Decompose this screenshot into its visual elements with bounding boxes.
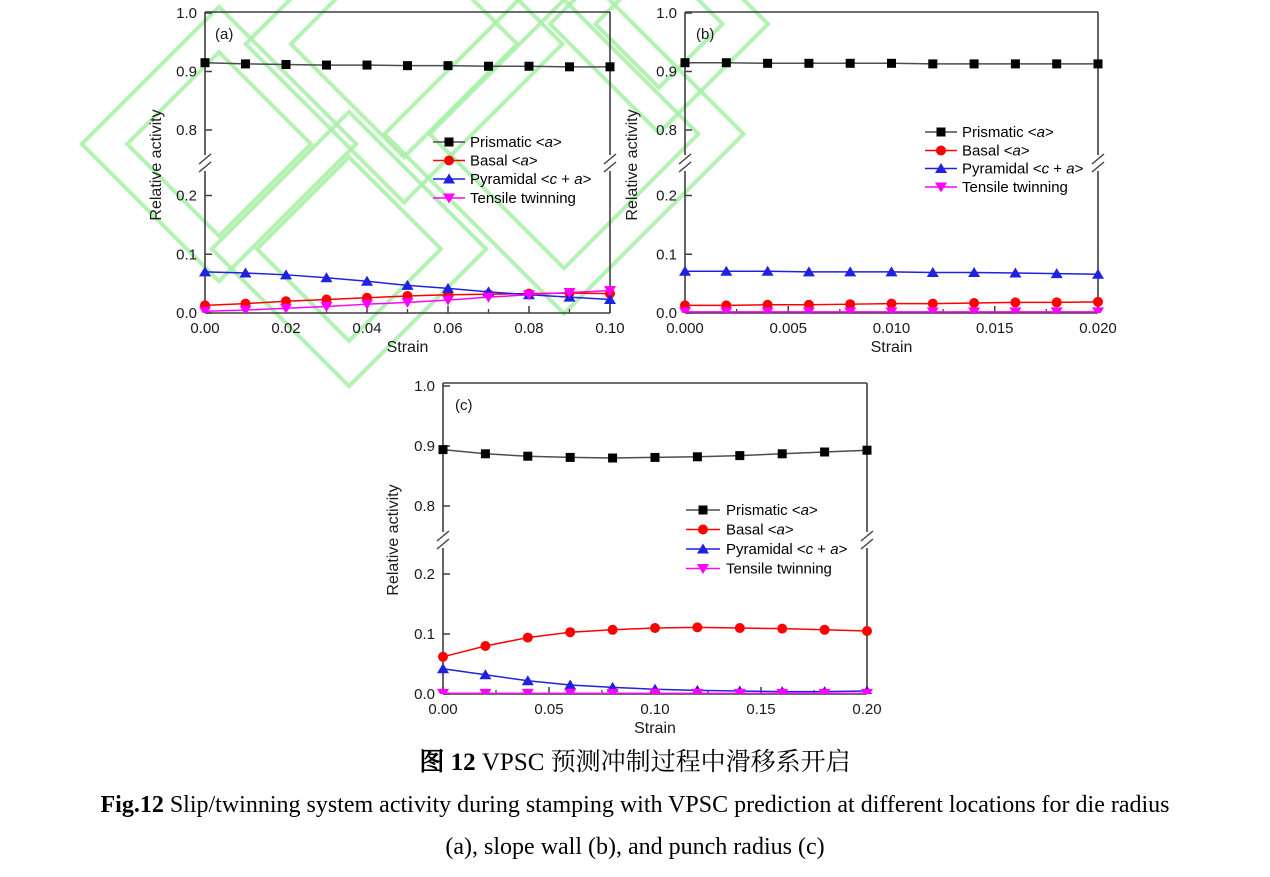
svg-text:Pyramidal <c + a>: Pyramidal <c + a>	[726, 541, 848, 559]
series-prismatic	[439, 445, 872, 462]
series-prismatic	[681, 58, 1103, 68]
svg-text:0.10: 0.10	[640, 701, 670, 718]
svg-text:Tensile twinning: Tensile twinning	[962, 179, 1068, 197]
series-pyramidal	[679, 266, 1104, 279]
caption-english-line1	[0, 790, 1270, 820]
panel-label: (b)	[696, 26, 715, 43]
x-axis-ticks	[190, 306, 624, 337]
svg-text:0.1: 0.1	[656, 246, 677, 264]
axes	[437, 383, 873, 694]
svg-text:Pyramidal <c + a>: Pyramidal <c + a>	[962, 160, 1084, 178]
chart-panel-c	[385, 378, 882, 737]
svg-text:0.0: 0.0	[414, 686, 435, 704]
svg-text:Basal <a>: Basal <a>	[962, 142, 1030, 160]
y-axis-label: Relative activity	[385, 484, 402, 596]
svg-text:0.2: 0.2	[176, 187, 197, 205]
svg-text:0.8: 0.8	[176, 122, 197, 140]
legend	[433, 134, 592, 207]
svg-text:0.2: 0.2	[656, 187, 677, 205]
svg-text:0.08: 0.08	[514, 320, 544, 337]
svg-text:0.1: 0.1	[176, 246, 197, 264]
x-axis-label: Strain	[634, 720, 676, 737]
svg-text:0.20: 0.20	[852, 701, 882, 718]
svg-text:0.010: 0.010	[872, 320, 911, 337]
svg-text:0.9: 0.9	[176, 63, 197, 81]
svg-text:Basal <a>: Basal <a>	[726, 521, 794, 539]
svg-text:0.005: 0.005	[769, 320, 808, 337]
svg-text:Tensile twinning: Tensile twinning	[470, 190, 576, 208]
svg-text:0.02: 0.02	[271, 320, 301, 337]
svg-text:1.0: 1.0	[414, 378, 435, 396]
caption-english-line2: (a), slope wall (b), and punch radius (c)	[445, 834, 825, 860]
x-axis-label: Strain	[870, 339, 913, 356]
caption-chinese	[0, 748, 1270, 778]
series-twinning	[679, 307, 1104, 317]
series-prismatic	[201, 58, 615, 71]
svg-text:0.000: 0.000	[666, 320, 704, 337]
svg-text:1.0: 1.0	[656, 5, 677, 23]
svg-text:0.05: 0.05	[534, 701, 564, 718]
axes	[199, 12, 616, 313]
svg-text:Pyramidal <c + a>: Pyramidal <c + a>	[470, 171, 592, 189]
svg-text:0.9: 0.9	[414, 438, 435, 456]
caption-chinese-number: 图 12	[419, 749, 476, 776]
y-axis-label: Relative activity	[624, 109, 641, 221]
series-twinning	[437, 689, 873, 699]
svg-text:0.06: 0.06	[433, 320, 463, 337]
svg-text:0.00: 0.00	[428, 701, 458, 718]
legend	[686, 502, 848, 578]
svg-text:0.15: 0.15	[746, 701, 776, 718]
svg-text:0.1: 0.1	[414, 626, 435, 644]
svg-text:0.10: 0.10	[595, 320, 625, 337]
svg-text:0.020: 0.020	[1079, 320, 1117, 337]
x-axis-label: Strain	[386, 339, 429, 356]
caption-english-text: Slip/twinning system activity during stamping with VPSC prediction at different locations for die radius	[163, 792, 1170, 818]
svg-text:0.00: 0.00	[190, 320, 220, 337]
svg-text:1.0: 1.0	[176, 5, 197, 23]
chart-panel-b	[624, 5, 1117, 356]
panel-label: (c)	[455, 397, 473, 414]
svg-text:Tensile twinning: Tensile twinning	[726, 560, 832, 578]
legend	[925, 124, 1084, 196]
svg-text:Prismatic <a>: Prismatic <a>	[470, 134, 562, 152]
svg-text:0.015: 0.015	[975, 320, 1014, 337]
svg-text:Basal <a>: Basal <a>	[470, 152, 538, 170]
panel-label: (a)	[215, 26, 234, 43]
svg-text:0.8: 0.8	[656, 122, 677, 140]
chart-panel-a	[148, 5, 625, 356]
svg-text:Prismatic <a>: Prismatic <a>	[726, 502, 818, 520]
caption-english-number: Fig.12	[100, 792, 164, 818]
svg-text:Prismatic <a>: Prismatic <a>	[962, 124, 1054, 142]
svg-text:0.0: 0.0	[176, 305, 197, 323]
series-basal	[438, 622, 872, 661]
svg-text:0.2: 0.2	[414, 566, 435, 584]
svg-text:0.8: 0.8	[414, 498, 435, 516]
svg-text:0.9: 0.9	[656, 63, 677, 81]
svg-text:0.04: 0.04	[352, 320, 382, 337]
y-axis-label: Relative activity	[148, 109, 165, 221]
caption-chinese-text: VPSC 预测冲制过程中滑移系开启	[475, 749, 851, 776]
svg-text:0.0: 0.0	[656, 305, 677, 323]
